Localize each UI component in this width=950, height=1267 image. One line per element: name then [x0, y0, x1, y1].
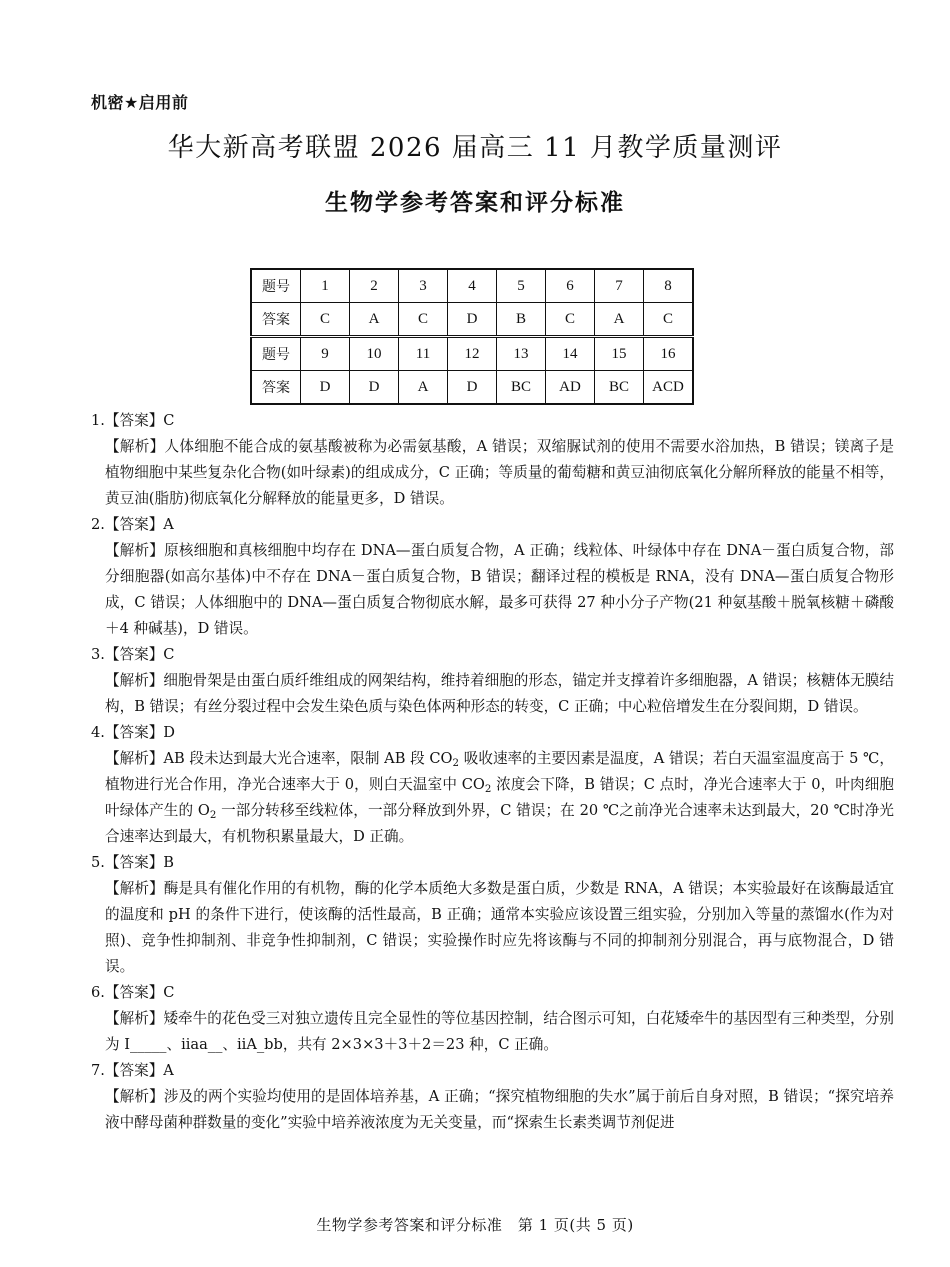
answer-explanations — [91, 408, 894, 1136]
answer-cell: D — [350, 371, 399, 405]
answer-cell: A — [595, 303, 644, 337]
answer-cell: D — [448, 371, 497, 405]
table-row — [251, 337, 693, 371]
table-row — [251, 371, 693, 405]
explanation — [105, 746, 894, 850]
question-number-cell: 6 — [546, 269, 595, 303]
question-number-cell: 3 — [399, 269, 448, 303]
answer-line: 1.【答案】C — [91, 412, 175, 429]
answer-cell: A — [350, 303, 399, 337]
explanation: 【解析】酶是具有催化作用的有机物，酶的化学本质绝大多数是蛋白质，少数是 RNA，A 错误；本实验最好在该酶最适宜的温度和 pH 的条件下进行，使该酶的活性最高，B 正确；通常本实验应该设置三组实验，分别加入等量的蒸馏水(作为对照)、竞争性抑制剂、非竞争性抑制剂，C 错误；实验操作时应先将该酶与不同的抑制剂分别混合，再与底物混合，D 错误。 — [105, 880, 894, 975]
page-footer: 生物学参考答案和评分标准 第 1 页(共 5 页) — [316, 1216, 634, 1234]
question-6 — [91, 980, 894, 1058]
question-number-cell: 4 — [448, 269, 497, 303]
row-label-answer: 答案 — [251, 303, 301, 337]
subscript: 2 — [209, 810, 217, 821]
question-number-cell: 1 — [301, 269, 350, 303]
subscript: 2 — [484, 784, 492, 795]
question-number-cell: 5 — [497, 269, 546, 303]
answer-line: 2.【答案】A — [91, 516, 174, 533]
answer-cell: A — [399, 371, 448, 405]
answer-line: 4.【答案】D — [91, 724, 175, 741]
table-row — [251, 303, 693, 337]
answer-cell: AD — [546, 371, 595, 405]
question-number-cell: 11 — [399, 337, 448, 371]
explanation-text: 吸收速率的主要因素是温度，A 错误；若白天温室温度高于 5 ℃，植物进行光合作用，净光合速率大于 0，则白天温室中 CO — [105, 750, 894, 793]
answer-table — [250, 268, 694, 405]
question-number-cell: 9 — [301, 337, 350, 371]
answer-cell: D — [448, 303, 497, 337]
question-number-cell: 10 — [350, 337, 399, 371]
question-2 — [91, 512, 894, 642]
explanation: 【解析】矮牵牛的花色受三对独立遗传且完全显性的等位基因控制，结合图示可知，白花矮牵牛的基因型有三种类型，分别为 I_____、iiaa__、iiA_bb，共有 2×3×3＋3＋2＝23 种，C 正确。 — [105, 1010, 894, 1053]
row-label-number: 题号 — [251, 337, 301, 371]
question-number-cell: 2 — [350, 269, 399, 303]
explanation-text: 一部分转移至线粒体，一部分释放到外界，C 错误；在 20 ℃之前净光合速率未达到最大，20 ℃时净光合速率达到最大，有机物积累量最大，D 正确。 — [105, 802, 894, 845]
question-4 — [91, 720, 894, 850]
answer-line: 5.【答案】B — [91, 854, 175, 871]
answer-cell: BC — [595, 371, 644, 405]
question-number-cell: 7 — [595, 269, 644, 303]
exam-title: 华大新高考联盟 2026 届高三 11 月教学质量测评 — [167, 133, 783, 163]
row-label-number: 题号 — [251, 269, 301, 303]
explanation-text: 浓度会下降，B 错误；C 点时，净光合速率大于 0，叶肉细胞叶绿体产生的 O — [105, 776, 894, 819]
answer-cell: C — [644, 303, 694, 337]
document-subtitle: 生物学参考答案和评分标准 — [325, 190, 625, 216]
explanation: 【解析】人体细胞不能合成的氨基酸被称为必需氨基酸，A 错误；双缩脲试剂的使用不需要水浴加热，B 错误；镁离子是植物细胞中某些复杂化合物(如叶绿素)的组成成分，C 正确；等质量的葡萄糖和黄豆油彻底氧化分解所释放的能量不相等，黄豆油(脂肪)彻底氧化分解释放的能量更多，D 错误。 — [105, 438, 894, 507]
answer-cell: C — [546, 303, 595, 337]
question-number-cell: 15 — [595, 337, 644, 371]
question-number-cell: 8 — [644, 269, 694, 303]
answer-line: 3.【答案】C — [91, 646, 175, 663]
row-label-answer: 答案 — [251, 371, 301, 405]
question-7 — [91, 1058, 894, 1136]
answer-cell: D — [301, 371, 350, 405]
question-3 — [91, 642, 894, 720]
answer-cell: ACD — [644, 371, 694, 405]
answer-cell: C — [301, 303, 350, 337]
question-number-cell: 12 — [448, 337, 497, 371]
question-number-cell: 13 — [497, 337, 546, 371]
question-number-cell: 14 — [546, 337, 595, 371]
question-number-cell: 16 — [644, 337, 694, 371]
explanation-text: 【解析】AB 段未达到最大光合速率，限制 AB 段 CO — [105, 750, 453, 767]
subscript: 2 — [452, 758, 460, 769]
answer-cell: C — [399, 303, 448, 337]
explanation: 【解析】原核细胞和真核细胞中均存在 DNA—蛋白质复合物，A 正确；线粒体、叶绿体中存在 DNA－蛋白质复合物，部分细胞器(如高尔基体)中不存在 DNA－蛋白质复合物，B 错误；翻译过程的模板是 RNA，没有 DNA—蛋白质复合物形成，C 错误；人体细胞中的 DNA—蛋白质复合物彻底水解，最多可获得 27 种小分子产物(21 种氨基酸＋脱氧核糖＋磷酸＋4 种碱基)，D 错误。 — [105, 542, 894, 637]
answer-line: 7.【答案】A — [91, 1062, 174, 1079]
answer-cell: B — [497, 303, 546, 337]
question-5 — [91, 850, 894, 980]
explanation: 【解析】细胞骨架是由蛋白质纤维组成的网架结构，维持着细胞的形态，锚定并支撑着许多细胞器，A 错误；核糖体无膜结构，B 错误；有丝分裂过程中会发生染色质与染色体两种形态的转变，C 正确；中心粒倍增发生在分裂间期，D 错误。 — [105, 672, 894, 715]
answer-line: 6.【答案】C — [91, 984, 175, 1001]
table-row — [251, 269, 693, 303]
answer-cell: BC — [497, 371, 546, 405]
confidential-label: 机密★启用前 — [91, 93, 189, 112]
explanation: 【解析】涉及的两个实验均使用的是固体培养基，A 正确；“探究植物细胞的失水”属于前后自身对照，B 错误；“探究培养液中酵母菌种群数量的变化”实验中培养液浓度为无关变量，而“探索生长素类调节剂促进 — [105, 1088, 894, 1131]
question-1 — [91, 408, 894, 512]
